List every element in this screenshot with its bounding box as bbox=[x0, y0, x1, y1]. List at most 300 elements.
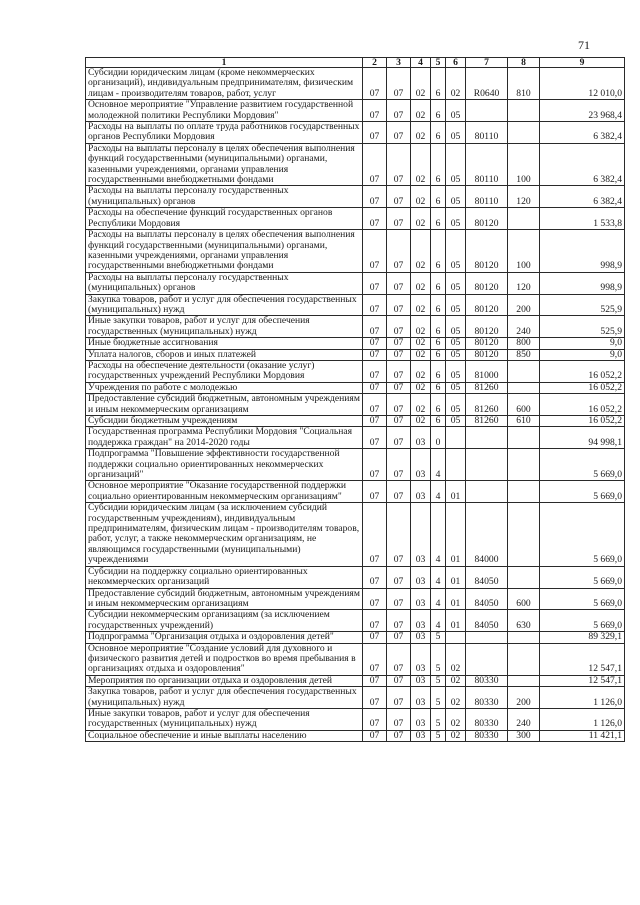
row-name: Субсидии бюджетным учреждениям bbox=[86, 416, 363, 427]
row-subsection: 07 bbox=[387, 143, 411, 186]
table-row bbox=[86, 566, 625, 588]
table-row bbox=[86, 208, 625, 230]
row-program: 03 bbox=[411, 687, 431, 709]
row-expense-type: 630 bbox=[508, 610, 540, 632]
row-direction: R0640 bbox=[466, 68, 508, 100]
row-activity: 05 bbox=[446, 316, 466, 338]
row-activity bbox=[446, 449, 466, 481]
row-expense-type bbox=[508, 360, 540, 382]
row-subsection: 07 bbox=[387, 730, 411, 741]
row-program: 02 bbox=[411, 316, 431, 338]
row-expense-type: 240 bbox=[508, 316, 540, 338]
row-expense-type bbox=[508, 208, 540, 230]
row-expense-type: 800 bbox=[508, 338, 540, 349]
row-direction: 80120 bbox=[466, 208, 508, 230]
row-name: Основное мероприятие "Создание условий для духовного и физического развития детей и подростков во время пребывания в организациях отдыха и оздоровления" bbox=[86, 643, 363, 675]
row-amount: 12 010,0 bbox=[540, 68, 625, 100]
row-subprogram: 5 bbox=[431, 643, 446, 675]
row-direction: 80120 bbox=[466, 349, 508, 360]
row-section: 07 bbox=[363, 349, 387, 360]
row-program: 02 bbox=[411, 68, 431, 100]
row-activity: 05 bbox=[446, 122, 466, 144]
row-amount: 12 547,1 bbox=[540, 675, 625, 686]
row-subprogram: 6 bbox=[431, 272, 446, 294]
row-expense-type: 100 bbox=[508, 143, 540, 186]
row-subsection: 07 bbox=[387, 394, 411, 416]
row-amount: 11 421,1 bbox=[540, 730, 625, 741]
row-expense-type: 200 bbox=[508, 294, 540, 316]
row-subsection: 07 bbox=[387, 675, 411, 686]
row-subprogram: 4 bbox=[431, 588, 446, 610]
row-activity: 01 bbox=[446, 610, 466, 632]
row-subsection: 07 bbox=[387, 294, 411, 316]
row-activity: 02 bbox=[446, 643, 466, 675]
col-header-direction: 7 bbox=[466, 58, 508, 68]
row-section: 07 bbox=[363, 100, 387, 122]
row-amount: 5 669,0 bbox=[540, 610, 625, 632]
table-row bbox=[86, 294, 625, 316]
row-direction: 84050 bbox=[466, 566, 508, 588]
row-program: 02 bbox=[411, 230, 431, 273]
row-name: Расходы на выплаты персоналу в целях обеспечения выполнения функций государственными (муниципальными) органами, казенными учреждениями, органами управления государственными внебюджетными фондами bbox=[86, 143, 363, 186]
row-subprogram: 6 bbox=[431, 208, 446, 230]
row-activity: 01 bbox=[446, 503, 466, 566]
row-program: 03 bbox=[411, 675, 431, 686]
row-subprogram: 6 bbox=[431, 68, 446, 100]
row-name: Социальное обеспечение и иные выплаты населению bbox=[86, 730, 363, 741]
row-amount: 998,9 bbox=[540, 230, 625, 273]
row-subprogram: 6 bbox=[431, 122, 446, 144]
row-subprogram: 6 bbox=[431, 360, 446, 382]
row-section: 07 bbox=[363, 449, 387, 481]
row-subsection: 07 bbox=[387, 349, 411, 360]
row-subsection: 07 bbox=[387, 230, 411, 273]
row-subsection: 07 bbox=[387, 610, 411, 632]
row-subprogram: 6 bbox=[431, 316, 446, 338]
table-row bbox=[86, 122, 625, 144]
row-subsection: 07 bbox=[387, 382, 411, 393]
col-header-subprogram: 5 bbox=[431, 58, 446, 68]
row-section: 07 bbox=[363, 503, 387, 566]
table-row bbox=[86, 316, 625, 338]
row-program: 02 bbox=[411, 143, 431, 186]
row-name: Иные закупки товаров, работ и услуг для обеспечения государственных (муниципальных) нужд bbox=[86, 708, 363, 730]
row-amount: 16 052,2 bbox=[540, 382, 625, 393]
row-name: Расходы на выплаты персоналу государственных (муниципальных) органов bbox=[86, 272, 363, 294]
row-program: 03 bbox=[411, 481, 431, 503]
row-expense-type: 200 bbox=[508, 687, 540, 709]
row-section: 07 bbox=[363, 294, 387, 316]
row-section: 07 bbox=[363, 208, 387, 230]
row-expense-type bbox=[508, 675, 540, 686]
row-direction: 84050 bbox=[466, 610, 508, 632]
row-subsection: 07 bbox=[387, 208, 411, 230]
table-row bbox=[86, 675, 625, 686]
row-program: 03 bbox=[411, 643, 431, 675]
row-amount: 5 669,0 bbox=[540, 588, 625, 610]
table-row bbox=[86, 338, 625, 349]
row-direction bbox=[466, 481, 508, 503]
row-program: 02 bbox=[411, 122, 431, 144]
table-row bbox=[86, 730, 625, 741]
row-program: 03 bbox=[411, 588, 431, 610]
row-direction bbox=[466, 632, 508, 643]
row-subprogram: 6 bbox=[431, 230, 446, 273]
row-subsection: 07 bbox=[387, 687, 411, 709]
row-expense-type: 120 bbox=[508, 186, 540, 208]
row-amount: 89 329,1 bbox=[540, 632, 625, 643]
row-subsection: 07 bbox=[387, 632, 411, 643]
row-direction: 80110 bbox=[466, 186, 508, 208]
row-direction: 80120 bbox=[466, 294, 508, 316]
row-subprogram: 4 bbox=[431, 481, 446, 503]
table-row bbox=[86, 427, 625, 449]
row-subprogram: 0 bbox=[431, 427, 446, 449]
row-amount: 5 669,0 bbox=[540, 481, 625, 503]
row-direction: 80110 bbox=[466, 122, 508, 144]
row-amount: 16 052,2 bbox=[540, 360, 625, 382]
row-section: 07 bbox=[363, 427, 387, 449]
row-expense-type: 100 bbox=[508, 230, 540, 273]
row-direction: 81260 bbox=[466, 416, 508, 427]
row-activity: 05 bbox=[446, 208, 466, 230]
row-subprogram: 5 bbox=[431, 632, 446, 643]
row-direction bbox=[466, 643, 508, 675]
row-activity: 02 bbox=[446, 68, 466, 100]
row-subprogram: 6 bbox=[431, 294, 446, 316]
row-subprogram: 4 bbox=[431, 610, 446, 632]
row-direction bbox=[466, 427, 508, 449]
row-activity: 01 bbox=[446, 481, 466, 503]
table-row bbox=[86, 186, 625, 208]
table-row bbox=[86, 449, 625, 481]
row-section: 07 bbox=[363, 481, 387, 503]
row-section: 07 bbox=[363, 186, 387, 208]
row-amount: 5 669,0 bbox=[540, 503, 625, 566]
row-direction: 80330 bbox=[466, 708, 508, 730]
table-row bbox=[86, 687, 625, 709]
row-activity: 05 bbox=[446, 394, 466, 416]
row-program: 02 bbox=[411, 208, 431, 230]
row-activity: 02 bbox=[446, 708, 466, 730]
row-amount: 9,0 bbox=[540, 338, 625, 349]
row-program: 03 bbox=[411, 708, 431, 730]
row-subprogram: 6 bbox=[431, 100, 446, 122]
row-expense-type bbox=[508, 449, 540, 481]
row-name: Мероприятия по организации отдыха и оздоровления детей bbox=[86, 675, 363, 686]
row-direction: 80120 bbox=[466, 230, 508, 273]
page-number: 71 bbox=[578, 38, 590, 52]
row-expense-type: 600 bbox=[508, 394, 540, 416]
row-name: Субсидии на поддержку социально ориентированных некоммерческих организаций bbox=[86, 566, 363, 588]
row-amount: 16 052,2 bbox=[540, 416, 625, 427]
row-expense-type: 120 bbox=[508, 272, 540, 294]
row-program: 03 bbox=[411, 730, 431, 741]
row-name: Иные бюджетные ассигнования bbox=[86, 338, 363, 349]
row-name: Государственная программа Республики Мордовия "Социальная поддержка граждан" на 2014-2020 годы bbox=[86, 427, 363, 449]
row-expense-type bbox=[508, 481, 540, 503]
row-amount: 5 669,0 bbox=[540, 449, 625, 481]
row-amount: 5 669,0 bbox=[540, 566, 625, 588]
table-row bbox=[86, 588, 625, 610]
row-expense-type: 850 bbox=[508, 349, 540, 360]
row-program: 02 bbox=[411, 272, 431, 294]
row-direction bbox=[466, 100, 508, 122]
row-expense-type bbox=[508, 122, 540, 144]
row-activity: 05 bbox=[446, 230, 466, 273]
row-expense-type bbox=[508, 503, 540, 566]
row-name: Расходы на выплаты по оплате труда работников государственных органов Республики Мордовия bbox=[86, 122, 363, 144]
row-direction: 80330 bbox=[466, 687, 508, 709]
table-row bbox=[86, 503, 625, 566]
row-amount: 1 126,0 bbox=[540, 687, 625, 709]
row-section: 07 bbox=[363, 416, 387, 427]
row-direction: 81000 bbox=[466, 360, 508, 382]
row-expense-type: 300 bbox=[508, 730, 540, 741]
row-name: Предоставление субсидий бюджетным, автономным учреждениям и иным некоммерческим организациям bbox=[86, 394, 363, 416]
row-section: 07 bbox=[363, 643, 387, 675]
row-name: Учреждения по работе с молодежью bbox=[86, 382, 363, 393]
row-program: 03 bbox=[411, 449, 431, 481]
row-program: 03 bbox=[411, 632, 431, 643]
row-amount: 1 533,8 bbox=[540, 208, 625, 230]
table-row bbox=[86, 632, 625, 643]
row-expense-type bbox=[508, 566, 540, 588]
row-subsection: 07 bbox=[387, 360, 411, 382]
row-activity: 05 bbox=[446, 294, 466, 316]
row-amount: 12 547,1 bbox=[540, 643, 625, 675]
row-activity: 01 bbox=[446, 588, 466, 610]
row-subprogram: 5 bbox=[431, 730, 446, 741]
col-header-amount: 9 bbox=[540, 58, 625, 68]
table-row bbox=[86, 610, 625, 632]
row-expense-type bbox=[508, 632, 540, 643]
table-row bbox=[86, 708, 625, 730]
row-section: 07 bbox=[363, 68, 387, 100]
row-direction: 80120 bbox=[466, 338, 508, 349]
row-program: 02 bbox=[411, 294, 431, 316]
row-program: 02 bbox=[411, 416, 431, 427]
row-activity: 05 bbox=[446, 382, 466, 393]
row-expense-type: 600 bbox=[508, 588, 540, 610]
row-direction: 80110 bbox=[466, 143, 508, 186]
col-header-subsection: 3 bbox=[387, 58, 411, 68]
row-section: 07 bbox=[363, 566, 387, 588]
row-name: Подпрограмма "Организация отдыха и оздоровления детей" bbox=[86, 632, 363, 643]
row-section: 07 bbox=[363, 610, 387, 632]
row-amount: 6 382,4 bbox=[540, 122, 625, 144]
row-subprogram: 4 bbox=[431, 503, 446, 566]
table-row bbox=[86, 272, 625, 294]
row-subprogram: 6 bbox=[431, 349, 446, 360]
table-row bbox=[86, 643, 625, 675]
row-amount: 6 382,4 bbox=[540, 143, 625, 186]
row-section: 07 bbox=[363, 230, 387, 273]
row-activity: 02 bbox=[446, 730, 466, 741]
row-subsection: 07 bbox=[387, 186, 411, 208]
row-name: Закупка товаров, работ и услуг для обеспечения государственных (муниципальных) нужд bbox=[86, 294, 363, 316]
col-header-expense-type: 8 bbox=[508, 58, 540, 68]
row-activity bbox=[446, 427, 466, 449]
row-subprogram: 6 bbox=[431, 382, 446, 393]
row-name: Закупка товаров, работ и услуг для обеспечения государственных (муниципальных) нужд bbox=[86, 687, 363, 709]
row-name: Основное мероприятие "Оказание государственной поддержки социально ориентированным некоммерческим организациям" bbox=[86, 481, 363, 503]
table-row bbox=[86, 100, 625, 122]
row-section: 07 bbox=[363, 143, 387, 186]
row-section: 07 bbox=[363, 675, 387, 686]
row-direction: 80330 bbox=[466, 675, 508, 686]
row-activity: 05 bbox=[446, 349, 466, 360]
col-header-activity: 6 bbox=[446, 58, 466, 68]
row-subsection: 07 bbox=[387, 316, 411, 338]
row-amount: 6 382,4 bbox=[540, 186, 625, 208]
row-subprogram: 5 bbox=[431, 675, 446, 686]
row-subsection: 07 bbox=[387, 566, 411, 588]
row-subsection: 07 bbox=[387, 449, 411, 481]
table-row bbox=[86, 143, 625, 186]
row-subsection: 07 bbox=[387, 588, 411, 610]
row-subsection: 07 bbox=[387, 427, 411, 449]
row-section: 07 bbox=[363, 708, 387, 730]
row-subprogram: 4 bbox=[431, 566, 446, 588]
row-section: 07 bbox=[363, 588, 387, 610]
row-name: Основное мероприятие "Управление развитием государственной молодежной политики Республики Мордовия" bbox=[86, 100, 363, 122]
row-activity: 02 bbox=[446, 675, 466, 686]
table-row bbox=[86, 68, 625, 100]
row-section: 07 bbox=[363, 338, 387, 349]
row-activity: 05 bbox=[446, 360, 466, 382]
row-section: 07 bbox=[363, 360, 387, 382]
row-direction: 84000 bbox=[466, 503, 508, 566]
row-subsection: 07 bbox=[387, 503, 411, 566]
row-subprogram: 6 bbox=[431, 394, 446, 416]
row-direction: 84050 bbox=[466, 588, 508, 610]
row-subprogram: 6 bbox=[431, 186, 446, 208]
row-section: 07 bbox=[363, 632, 387, 643]
row-section: 07 bbox=[363, 687, 387, 709]
row-activity: 05 bbox=[446, 186, 466, 208]
row-direction: 80120 bbox=[466, 272, 508, 294]
row-expense-type bbox=[508, 382, 540, 393]
row-name: Расходы на обеспечение деятельности (оказание услуг) государственных учреждений Республики Мордовия bbox=[86, 360, 363, 382]
row-program: 02 bbox=[411, 349, 431, 360]
row-subprogram: 6 bbox=[431, 416, 446, 427]
row-activity: 05 bbox=[446, 272, 466, 294]
row-section: 07 bbox=[363, 316, 387, 338]
col-header-program: 4 bbox=[411, 58, 431, 68]
row-subprogram: 6 bbox=[431, 143, 446, 186]
row-program: 03 bbox=[411, 566, 431, 588]
row-subsection: 07 bbox=[387, 708, 411, 730]
table-row bbox=[86, 230, 625, 273]
row-name: Расходы на обеспечение функций государственных органов Республики Мордовия bbox=[86, 208, 363, 230]
row-activity: 05 bbox=[446, 416, 466, 427]
row-subprogram: 5 bbox=[431, 687, 446, 709]
row-amount: 23 968,4 bbox=[540, 100, 625, 122]
row-section: 07 bbox=[363, 272, 387, 294]
row-subprogram: 4 bbox=[431, 449, 446, 481]
row-name: Субсидии юридическим лицам (за исключением субсидий государственным учреждениям), индивидуальным предпринимателям, физическим лицам - производителям товаров, работ, услуг, а также некоммерческим организациям, не являющимся государственными (муниципальными) учреждениями bbox=[86, 503, 363, 566]
row-expense-type: 240 bbox=[508, 708, 540, 730]
row-direction bbox=[466, 449, 508, 481]
row-program: 03 bbox=[411, 610, 431, 632]
row-expense-type bbox=[508, 100, 540, 122]
row-subprogram: 6 bbox=[431, 338, 446, 349]
row-amount: 9,0 bbox=[540, 349, 625, 360]
row-program: 03 bbox=[411, 427, 431, 449]
row-expense-type bbox=[508, 643, 540, 675]
row-program: 03 bbox=[411, 503, 431, 566]
row-amount: 94 998,1 bbox=[540, 427, 625, 449]
col-header-name: 1 bbox=[86, 58, 363, 68]
row-section: 07 bbox=[363, 382, 387, 393]
row-expense-type: 610 bbox=[508, 416, 540, 427]
row-direction: 81260 bbox=[466, 382, 508, 393]
row-activity bbox=[446, 632, 466, 643]
row-subprogram: 5 bbox=[431, 708, 446, 730]
row-direction: 81260 bbox=[466, 394, 508, 416]
row-program: 02 bbox=[411, 360, 431, 382]
row-subsection: 07 bbox=[387, 122, 411, 144]
row-expense-type bbox=[508, 427, 540, 449]
row-amount: 16 052,2 bbox=[540, 394, 625, 416]
row-section: 07 bbox=[363, 730, 387, 741]
row-subsection: 07 bbox=[387, 68, 411, 100]
col-header-section: 2 bbox=[363, 58, 387, 68]
row-activity: 01 bbox=[446, 566, 466, 588]
table-row bbox=[86, 360, 625, 382]
table-row bbox=[86, 481, 625, 503]
row-amount: 1 126,0 bbox=[540, 708, 625, 730]
row-name: Подпрограмма "Повышение эффективности государственной поддержки социально ориентированных некоммерческих организаций" bbox=[86, 449, 363, 481]
row-name: Уплата налогов, сборов и иных платежей bbox=[86, 349, 363, 360]
header-row bbox=[86, 58, 625, 68]
row-activity: 05 bbox=[446, 143, 466, 186]
row-program: 02 bbox=[411, 394, 431, 416]
row-activity: 05 bbox=[446, 338, 466, 349]
row-direction: 80120 bbox=[466, 316, 508, 338]
row-program: 02 bbox=[411, 382, 431, 393]
row-name: Расходы на выплаты персоналу государственных (муниципальных) органов bbox=[86, 186, 363, 208]
row-name: Иные закупки товаров, работ и услуг для обеспечения государственных (муниципальных) нужд bbox=[86, 316, 363, 338]
row-program: 02 bbox=[411, 100, 431, 122]
row-subsection: 07 bbox=[387, 100, 411, 122]
row-activity: 05 bbox=[446, 100, 466, 122]
row-subsection: 07 bbox=[387, 643, 411, 675]
row-program: 02 bbox=[411, 186, 431, 208]
row-section: 07 bbox=[363, 394, 387, 416]
row-name: Предоставление субсидий бюджетным, автономным учреждениям и иным некоммерческим организациям bbox=[86, 588, 363, 610]
row-program: 02 bbox=[411, 338, 431, 349]
table-row bbox=[86, 416, 625, 427]
row-name: Субсидии некоммерческим организациям (за исключением государственных учреждений) bbox=[86, 610, 363, 632]
budget-table bbox=[85, 57, 625, 742]
row-name: Расходы на выплаты персоналу в целях обеспечения выполнения функций государственными (муниципальными) органами, казенными учреждениями, органами управления государственными внебюджетными фондами bbox=[86, 230, 363, 273]
row-amount: 525,9 bbox=[540, 316, 625, 338]
row-subsection: 07 bbox=[387, 481, 411, 503]
row-direction: 80330 bbox=[466, 730, 508, 741]
row-amount: 525,9 bbox=[540, 294, 625, 316]
row-subsection: 07 bbox=[387, 416, 411, 427]
row-name: Субсидии юридическим лицам (кроме некоммерческих организаций), индивидуальным предпринимателям, физическим лицам - производителям товаров, работ, услуг bbox=[86, 68, 363, 100]
row-expense-type: 810 bbox=[508, 68, 540, 100]
table-row bbox=[86, 382, 625, 393]
row-subsection: 07 bbox=[387, 338, 411, 349]
table-row bbox=[86, 394, 625, 416]
row-amount: 998,9 bbox=[540, 272, 625, 294]
table-row bbox=[86, 349, 625, 360]
row-section: 07 bbox=[363, 122, 387, 144]
